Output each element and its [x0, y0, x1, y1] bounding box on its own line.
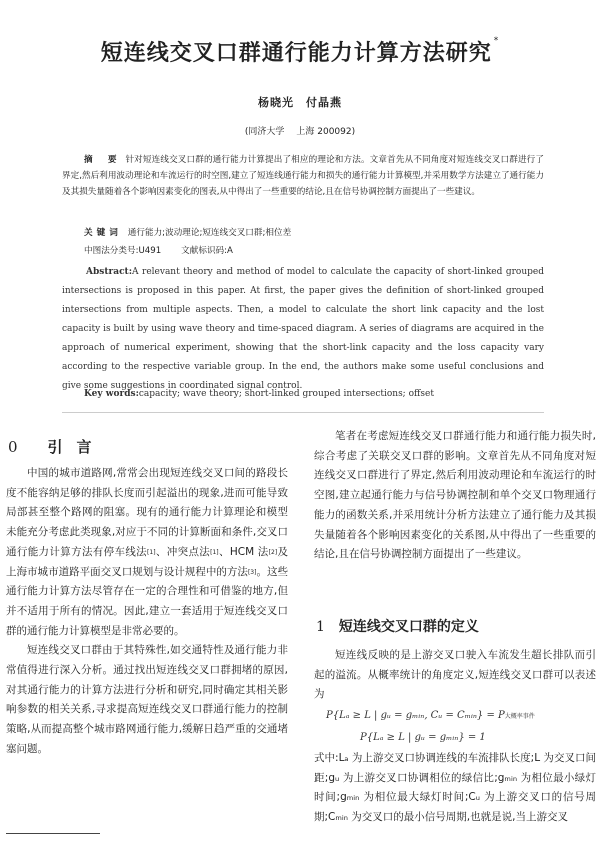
keywords-en: Key words:capacity; wave theory; short-linked grouped intersections; offset	[84, 389, 434, 399]
abstract-cn-text: 针对短连线交叉口群的通行能力计算提出了相应的理论和方法。文章首先从不同角度对短连线交叉口群进行了界定,然后利用波动理论和车流运行的时空图,建立了短连线通行能力和损失的通行能力计算模型,并采用数学方法建立了通行能力及其损失量随着各个影响因素变化的图表,从中得出了一些重要的结论,且在信号协调控制方面提出了一些建议。	[62, 155, 545, 197]
left-paragraph-1: 中国的城市道路网,常常会出现短连线交叉口间的路段长度不能容纳足够的排队长度而引起溢出的现象,进而可能导致局部甚至整个路网的阻塞。现有的通行能力计算理论和模型未能充分考虑此类现象,对应于不同的计算断面和条件,交叉口通行能力计算方法有停车线法[1]、冲突点法[1]、HCM 法[2]及上海市城市道路平面交叉口规划与设计规程中的方法[3]。这些通行能力计算方法尽管存在一定的合理性和可借鉴的地方,但并不适用于所有的情况。因此,建立一套适用于短连线交叉口群的通行能力计算模型是非常必要的。	[6, 467, 289, 637]
right-column	[314, 427, 596, 565]
title-footnote-mark: *	[493, 36, 500, 46]
formula-2: P{Lₐ ≥ L | gᵤ = gₘᵢₙ} = 1	[360, 732, 486, 743]
affiliation: (同济大学 上海 200092)	[244, 127, 356, 137]
abstract-cn	[62, 152, 544, 200]
section-0-heading: 0 引言	[8, 438, 106, 456]
section-1-intro: 短连线反映的是上游交叉口驶入车流发生超长排队而引起的溢流。从概率统计的角度定义,短连线交叉口群可以表述为	[314, 649, 596, 701]
footnote-rule	[6, 833, 100, 834]
header-divider	[62, 412, 544, 413]
paper-title: 短连线交叉口群通行能力计算方法研究 *	[100, 36, 500, 66]
classification: 中图法分类号:U491 文献标识码:A	[84, 246, 233, 256]
keywords-cn: 关键词 通行能力;波动理论;短连线交叉口群;相位差	[84, 228, 292, 238]
formula-1: P{Lₐ ≥ L | gᵤ = gₘᵢₙ, Cᵤ = Cₘᵢₙ} = P大概率事件	[326, 710, 535, 721]
left-paragraph-2: 短连线交叉口群由于其特殊性,如交通特性及通行能力非常值得进行深入分析。通过找出短连线交叉口群拥堵的原因,对其通行能力的计算方法进行分析和研究,同时确定其相关影响参数的相关关系,寻求提高短连线交叉口群通行能力的控制策略,从而提高整个城市路网通行能力,缓解日趋严重的交通堵塞问题。	[6, 644, 288, 755]
authors: 杨晓光 付晶燕	[258, 96, 342, 109]
right-paragraph-1: 笔者在考虑短连线交叉口群通行能力和通行能力损失时,综合考虑了关联交叉口群的影响。文章首先从不同角度对短连线交叉口群进行了界定,然后利用波动理论和车流运行的时空图,建立起通行能力与信号协调控制和单个交叉口物理通行能力的函数关系,并采用统计分析方法建立了通行能力及其损失量随着各个影响因素变化的关系图,从中得出了一些重要的结论,且在信号协调控制方面提出了一些建议。	[314, 430, 596, 561]
section-1-definitions: 式中:Lₐ 为上游交叉口协调连线的车流排队长度;L 为交叉口间距;gᵤ 为上游交叉口协调相位的绿信比;gₘᵢₙ 为相位最小绿灯时间;gₘᵢₙ 为相位最大绿灯时间;Cᵤ 为上游交叉口的信号周期;Cₘᵢₙ 为交叉口的最小信号周期,也就是说,当上游交叉	[314, 752, 596, 824]
left-column	[6, 464, 288, 760]
abstract-cn-label: 摘 要	[84, 155, 123, 165]
section-1-heading: 1 短连线交叉口群的定义	[316, 619, 479, 635]
abstract-en: Abstract:A relevant theory and method of model to calculate the capacity of short-linked grouped intersections is proposed in this paper. At first, the paper gives the definition of short-linked grouped intersections from multiple aspects. Then, a model to calculate the short link capacity and the lost capacity is built by using wave theory and time-spaced diagram. A series of diagrams are acquired in the approach of numerical experiment, showing that the short-link capacity and the loss capacity vary according to the respective variable group. In the end, the authors make some useful conclusions and give some suggestions in coordinated signal control.	[62, 267, 544, 391]
